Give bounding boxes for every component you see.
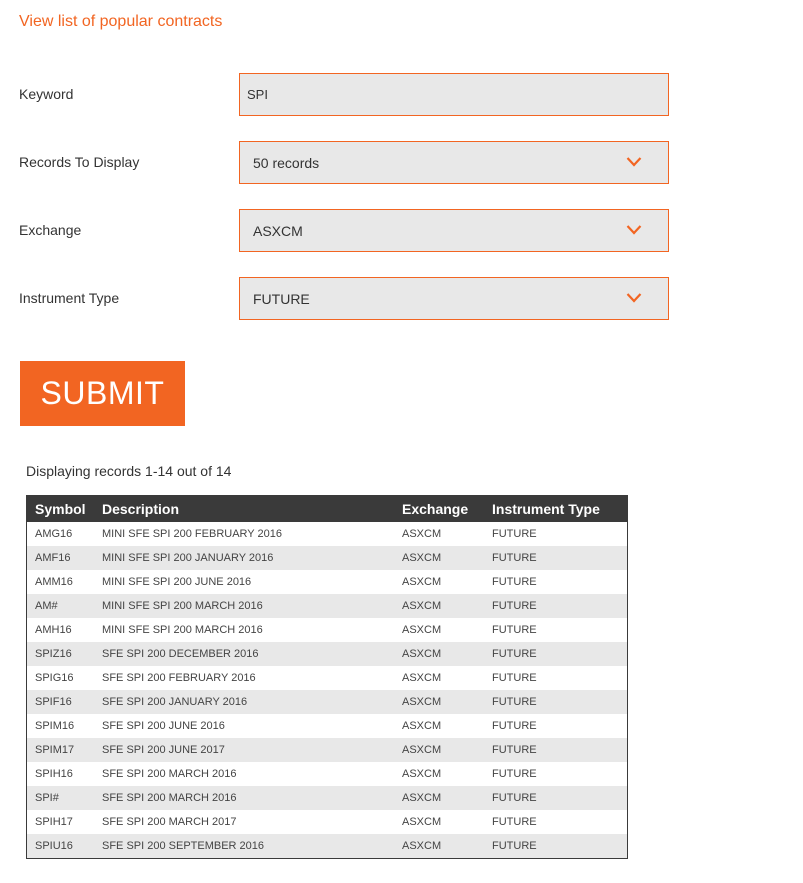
- cell-symbol: AMG16: [27, 522, 95, 546]
- keyword-label: Keyword: [19, 86, 74, 102]
- table-row[interactable]: [27, 810, 628, 834]
- instrument-row: [19, 277, 669, 320]
- exchange-row: [19, 209, 669, 252]
- cell-symbol: SPIM16: [27, 714, 95, 738]
- header-exchange: Exchange: [394, 496, 484, 523]
- cell-description: SFE SPI 200 SEPTEMBER 2016: [94, 834, 394, 859]
- cell-instrument-type: FUTURE: [484, 546, 628, 570]
- table-row[interactable]: [27, 642, 628, 666]
- cell-exchange: ASXCM: [394, 738, 484, 762]
- cell-description: MINI SFE SPI 200 JANUARY 2016: [94, 546, 394, 570]
- cell-description: SFE SPI 200 JANUARY 2016: [94, 690, 394, 714]
- header-description: Description: [94, 496, 394, 523]
- instrument-label: Instrument Type: [19, 290, 120, 306]
- chevron-down-icon: [626, 156, 642, 168]
- records-row: [19, 141, 669, 184]
- chevron-down-icon: [626, 224, 642, 236]
- cell-symbol: SPIM17: [27, 738, 95, 762]
- table-header-row: [27, 496, 628, 523]
- cell-description: MINI SFE SPI 200 FEBRUARY 2016: [94, 522, 394, 546]
- cell-symbol: SPIH17: [27, 810, 95, 834]
- header-instrument-type: Instrument Type: [484, 496, 628, 523]
- exchange-label: Exchange: [19, 222, 82, 238]
- cell-exchange: ASXCM: [394, 690, 484, 714]
- table-row[interactable]: [27, 546, 628, 570]
- cell-instrument-type: FUTURE: [484, 594, 628, 618]
- results-table: [26, 495, 628, 859]
- chevron-down-icon: [626, 292, 642, 304]
- submit-button[interactable]: SUBMIT: [20, 361, 185, 426]
- popular-contracts-link[interactable]: View list of popular contracts: [19, 13, 223, 30]
- cell-instrument-type: FUTURE: [484, 666, 628, 690]
- cell-description: SFE SPI 200 MARCH 2017: [94, 810, 394, 834]
- records-select-value: 50 records: [253, 155, 320, 171]
- cell-symbol: AM#: [27, 594, 95, 618]
- exchange-select-value: ASXCM: [253, 223, 303, 239]
- cell-symbol: SPIF16: [27, 690, 95, 714]
- cell-description: MINI SFE SPI 200 MARCH 2016: [94, 618, 394, 642]
- cell-description: SFE SPI 200 FEBRUARY 2016: [94, 666, 394, 690]
- cell-symbol: SPIU16: [27, 834, 95, 859]
- instrument-select[interactable]: [239, 277, 669, 320]
- records-label: Records To Display: [19, 154, 140, 170]
- cell-exchange: ASXCM: [394, 834, 484, 859]
- table-row[interactable]: [27, 738, 628, 762]
- records-info: Displaying records 1-14 out of 14: [26, 463, 232, 479]
- cell-exchange: ASXCM: [394, 618, 484, 642]
- cell-exchange: ASXCM: [394, 810, 484, 834]
- cell-symbol: AMM16: [27, 570, 95, 594]
- results-body: [27, 522, 628, 859]
- table-row[interactable]: [27, 594, 628, 618]
- cell-symbol: AMF16: [27, 546, 95, 570]
- cell-description: SFE SPI 200 JUNE 2016: [94, 714, 394, 738]
- table-row[interactable]: [27, 690, 628, 714]
- cell-description: MINI SFE SPI 200 JUNE 2016: [94, 570, 394, 594]
- cell-symbol: SPIG16: [27, 666, 95, 690]
- instrument-select-value: FUTURE: [253, 291, 310, 307]
- cell-instrument-type: FUTURE: [484, 738, 628, 762]
- cell-symbol: SPIZ16: [27, 642, 95, 666]
- cell-description: SFE SPI 200 JUNE 2017: [94, 738, 394, 762]
- cell-description: SFE SPI 200 MARCH 2016: [94, 786, 394, 810]
- header-symbol: Symbol: [27, 496, 95, 523]
- keyword-row: [19, 73, 669, 116]
- exchange-select[interactable]: [239, 209, 669, 252]
- cell-instrument-type: FUTURE: [484, 690, 628, 714]
- table-row[interactable]: [27, 714, 628, 738]
- cell-instrument-type: FUTURE: [484, 642, 628, 666]
- cell-description: SFE SPI 200 DECEMBER 2016: [94, 642, 394, 666]
- cell-instrument-type: FUTURE: [484, 762, 628, 786]
- table-row[interactable]: [27, 618, 628, 642]
- cell-instrument-type: FUTURE: [484, 714, 628, 738]
- cell-exchange: ASXCM: [394, 714, 484, 738]
- cell-exchange: ASXCM: [394, 546, 484, 570]
- cell-exchange: ASXCM: [394, 522, 484, 546]
- cell-symbol: AMH16: [27, 618, 95, 642]
- cell-exchange: ASXCM: [394, 666, 484, 690]
- cell-description: SFE SPI 200 MARCH 2016: [94, 762, 394, 786]
- cell-exchange: ASXCM: [394, 570, 484, 594]
- cell-symbol: SPI#: [27, 786, 95, 810]
- table-row[interactable]: [27, 786, 628, 810]
- cell-exchange: ASXCM: [394, 594, 484, 618]
- table-row[interactable]: [27, 522, 628, 546]
- keyword-field: [239, 73, 669, 116]
- cell-instrument-type: FUTURE: [484, 570, 628, 594]
- table-row[interactable]: [27, 666, 628, 690]
- cell-exchange: ASXCM: [394, 762, 484, 786]
- cell-instrument-type: FUTURE: [484, 618, 628, 642]
- records-select[interactable]: [239, 141, 669, 184]
- cell-instrument-type: FUTURE: [484, 786, 628, 810]
- cell-symbol: SPIH16: [27, 762, 95, 786]
- cell-description: MINI SFE SPI 200 MARCH 2016: [94, 594, 394, 618]
- table-row[interactable]: [27, 834, 628, 859]
- table-row[interactable]: [27, 762, 628, 786]
- keyword-input[interactable]: [240, 74, 647, 115]
- table-row[interactable]: [27, 570, 628, 594]
- cell-instrument-type: FUTURE: [484, 810, 628, 834]
- cell-exchange: ASXCM: [394, 642, 484, 666]
- cell-exchange: ASXCM: [394, 786, 484, 810]
- cell-instrument-type: FUTURE: [484, 522, 628, 546]
- cell-instrument-type: FUTURE: [484, 834, 628, 859]
